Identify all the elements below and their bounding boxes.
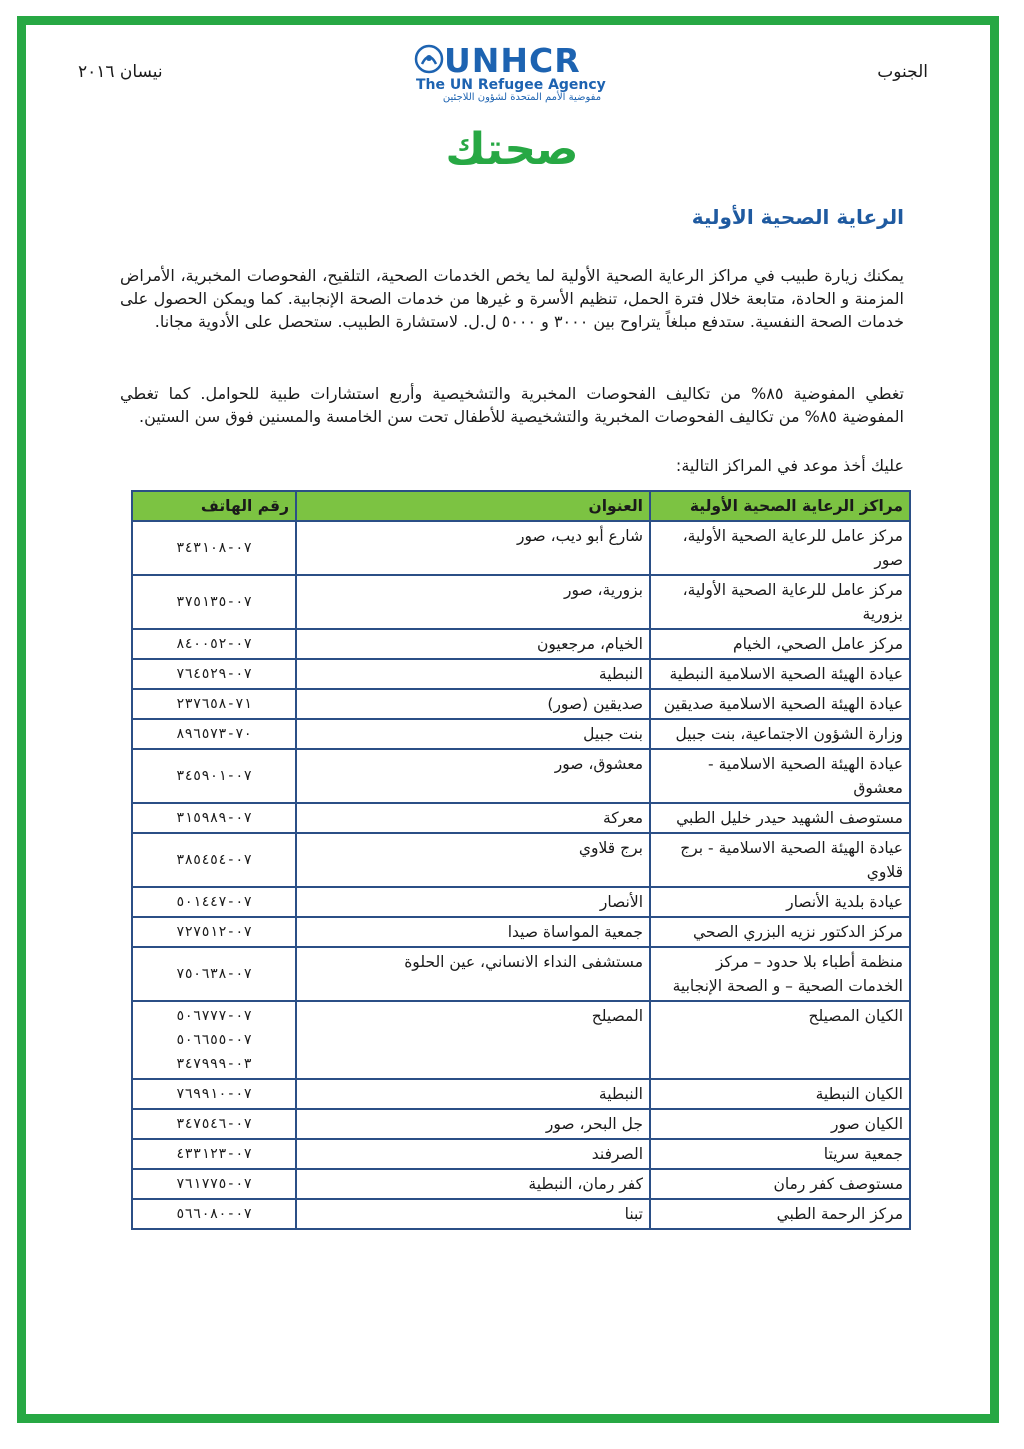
center-cell: الكيان صور (650, 1109, 910, 1139)
phone-number: ٠٧-٥٠٦٧٧٧ (176, 1008, 252, 1024)
center-cell: جمعية سريتا (650, 1139, 910, 1169)
center-cell: مركز عامل للرعاية الصحية الأولية، صور (650, 521, 910, 575)
phone-cell (132, 629, 296, 659)
appointment-paragraph: عليك أخذ موعد في المراكز التالية: (675, 456, 904, 475)
header-center: مراكز الرعاية الصحية الأولية (650, 491, 910, 521)
address-cell: النبطية (296, 659, 650, 689)
phone-number: ٠٧-٤٣٣١٢٣ (176, 1146, 252, 1162)
address-cell: الخيام، مرجعيون (296, 629, 650, 659)
address-cell: معركة (296, 803, 650, 833)
center-cell: مستوصف الشهيد حيدر خليل الطبي (650, 803, 910, 833)
phone-number: ٠٧-٨٤٠٠٥٢ (176, 636, 252, 652)
phone-cell (132, 689, 296, 719)
header-address: العنوان (296, 491, 650, 521)
date-label: نيسان ٢٠١٦ (78, 62, 163, 82)
phone-number: ٠٧-٣٧٥١٣٥ (176, 594, 252, 610)
address-cell: تبنا (296, 1199, 650, 1229)
table-header-row (132, 491, 910, 521)
phone-cell (132, 917, 296, 947)
table-row (132, 719, 910, 749)
coverage-paragraph: تغطي المفوضية ٨٥% من تكاليف الفحوصات المخبرية والتشخيصية وأربع استشارات طبية للحوامل. كما تغطي المفوضية ٨٥% من تكاليف الفحوصات المخبرية والتشخيصية للأطفال تحت سن الخامسة والمسنين فوق سن الستين. (120, 384, 904, 426)
center-cell: مركز عامل الصحي، الخيام (650, 629, 910, 659)
table-row (132, 803, 910, 833)
page-title: صحتك (445, 124, 579, 175)
phone-cell (132, 803, 296, 833)
address-cell: صديقين (صور) (296, 689, 650, 719)
phone-cell (132, 1109, 296, 1139)
phone-cell (132, 1139, 296, 1169)
phone-number: ٠٧-٥٠٦٦٥٥ (176, 1032, 252, 1048)
phone-number: ٠٧-٥٦٦٠٨٠ (176, 1206, 252, 1222)
table-row (132, 521, 910, 575)
address-cell: جل البحر، صور (296, 1109, 650, 1139)
address-cell: شارع أبو ديب، صور (296, 521, 650, 575)
table-row (132, 659, 910, 689)
table-row (132, 1199, 910, 1229)
phone-number: ٠٧-٣١٥٩٨٩ (176, 810, 252, 826)
header-phone: رقم الهاتف (132, 491, 296, 521)
logo-title: UNHCR (444, 41, 581, 80)
table-row (132, 917, 910, 947)
phone-cell (132, 575, 296, 629)
phone-number: ٠٧-٣٨٥٤٥٤ (176, 852, 252, 868)
phone-cell (132, 1001, 296, 1079)
phone-number: ٠٣-٣٤٧٩٩٩ (176, 1056, 252, 1072)
phone-number: ٠٧-٣٤٣١٠٨ (176, 540, 252, 556)
table-row (132, 887, 910, 917)
center-cell: وزارة الشؤون الاجتماعية، بنت جبيل (650, 719, 910, 749)
phone-number: ٠٧-٣٤٥٩٠١ (176, 768, 252, 784)
phone-number: ٠٧-٧٦٤٥٢٩ (176, 666, 252, 682)
phone-cell (132, 833, 296, 887)
region-label: الجنوب (877, 62, 928, 82)
health-centers-table (131, 490, 911, 1230)
address-cell: جمعية المواساة صيدا (296, 917, 650, 947)
logo-subtitle: The UN Refugee Agency (416, 77, 606, 93)
address-cell: المصيلح (296, 1001, 650, 1079)
address-cell: النبطية (296, 1079, 650, 1109)
phone-cell (132, 887, 296, 917)
table-row (132, 749, 910, 803)
center-cell: مركز الرحمة الطبي (650, 1199, 910, 1229)
table-row (132, 1001, 910, 1079)
table-row (132, 1079, 910, 1109)
table-row (132, 1139, 910, 1169)
table-row (132, 947, 910, 1001)
phone-cell (132, 521, 296, 575)
center-cell: مستوصف كفر رمان (650, 1169, 910, 1199)
logo-arabic-subtitle: مفوضية الأمم المتحدة لشؤون اللاجئين (442, 92, 602, 103)
table-row (132, 1169, 910, 1199)
phone-number: ٠٧-٧٦٩٩١٠ (176, 1086, 252, 1102)
phone-cell (132, 947, 296, 1001)
table-row (132, 629, 910, 659)
phone-cell (132, 719, 296, 749)
address-cell: مستشفى النداء الانساني، عين الحلوة (296, 947, 650, 1001)
phone-cell (132, 1169, 296, 1199)
table-row (132, 833, 910, 887)
table-row (132, 689, 910, 719)
address-cell: الصرفند (296, 1139, 650, 1169)
phone-number: ٠٧-٣٤٧٥٤٦ (176, 1116, 252, 1132)
table-row (132, 1109, 910, 1139)
phone-number: ٠٧-٥٠١٤٤٧ (176, 894, 252, 910)
address-cell: الأنصار (296, 887, 650, 917)
unhcr-logo (412, 42, 632, 106)
center-cell: مركز عامل للرعاية الصحية الأولية، بزورية (650, 575, 910, 629)
center-cell: مركز الدكتور نزيه البزري الصحي (650, 917, 910, 947)
phone-cell (132, 749, 296, 803)
phone-number: ٠٧-٧٥٠٦٣٨ (176, 966, 252, 982)
unhcr-emblem-icon (414, 44, 444, 74)
phone-cell (132, 1079, 296, 1109)
center-cell: الكيان النبطية (650, 1079, 910, 1109)
table-body (132, 521, 910, 1229)
center-cell: عيادة الهيئة الصحية الاسلامية صديقين (650, 689, 910, 719)
phone-number: ٠٧-٧٦١٧٧٥ (176, 1176, 252, 1192)
phone-cell (132, 659, 296, 689)
center-cell: منظمة أطباء بلا حدود – مركز الخدمات الصحية – و الصحة الإنجابية (650, 947, 910, 1001)
center-cell: الكيان المصيلح (650, 1001, 910, 1079)
center-cell: عيادة الهيئة الصحية الاسلامية النبطية (650, 659, 910, 689)
section-title: الرعاية الصحية الأولية (691, 205, 904, 229)
address-cell: بزورية، صور (296, 575, 650, 629)
phone-cell (132, 1199, 296, 1229)
address-cell: معشوق، صور (296, 749, 650, 803)
center-cell: عيادة الهيئة الصحية الاسلامية - معشوق (650, 749, 910, 803)
center-cell: عيادة الهيئة الصحية الاسلامية - برج قلاوي (650, 833, 910, 887)
phone-number: ٧١-٢٣٧٦٥٨ (176, 696, 252, 712)
address-cell: بنت جبيل (296, 719, 650, 749)
center-cell: عيادة بلدية الأنصار (650, 887, 910, 917)
table-row (132, 575, 910, 629)
intro-paragraph: يمكنك زيارة طبيب في مراكز الرعاية الصحية الأولية لما يخص الخدمات الصحية، التلقيح، الفحوصات المخبرية، الأمراض المزمنة و الحادة، متابعة خلال فترة الحمل، تنظيم الأسرة و غيرها من خدمات الصحة الإنجابية. كما ويمكن الحصول على خدمات الصحة النفسية. ستدفع مبلغاً يتراوح بين ٣٠٠٠ و ٥٠٠٠ ل.ل. لاستشارة الطبيب. ستحصل على الأدوية مجانا. (120, 266, 904, 331)
phone-number: ٧٠-٨٩٦٥٧٣ (176, 726, 252, 742)
phone-number: ٠٧-٧٢٧٥١٢ (176, 924, 252, 940)
address-cell: برج قلاوي (296, 833, 650, 887)
address-cell: كفر رمان، النبطية (296, 1169, 650, 1199)
